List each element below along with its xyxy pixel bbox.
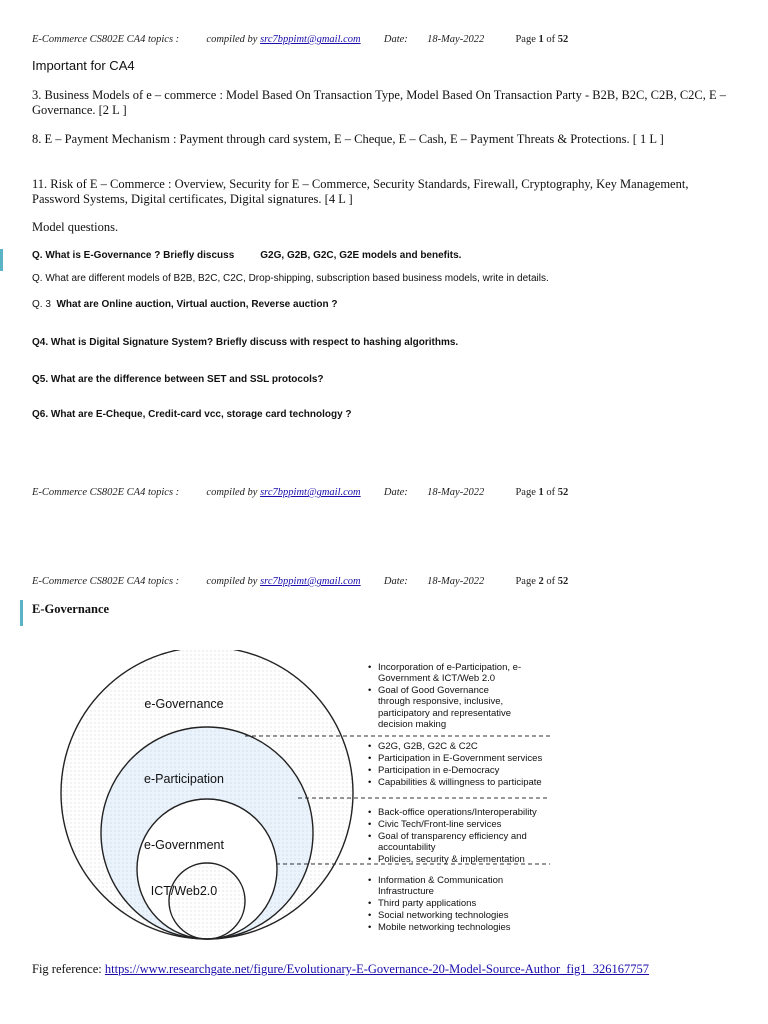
model-questions-label: Model questions. (32, 220, 119, 234)
header-compiled-label: compiled by (206, 34, 258, 45)
svg-text:through responsive, inclusive,: through responsive, inclusive, (378, 696, 504, 707)
svg-text:•: • (368, 777, 372, 788)
svg-text:Goal of transparency efficienc: Goal of transparency efficiency and (378, 831, 527, 842)
group-governance (368, 662, 521, 730)
svg-text:Participation in e-Democracy: Participation in e-Democracy (378, 765, 500, 776)
question-5: Q5. What are the difference between SET and SSL protocols? (32, 374, 324, 385)
question-2: Q. What are different models of B2B, B2C, C2C, Drop-shipping, subscription based business models, write in details. (32, 273, 549, 284)
svg-text:Goal of Good Governance: Goal of Good Governance (378, 685, 489, 696)
header-email-link[interactable]: src7bppimt@gmail.com (260, 34, 361, 45)
page-title: Important for CA4 (32, 58, 135, 73)
svg-text:•: • (368, 753, 372, 764)
label-ict-web: ICT/Web2.0 (150, 884, 218, 898)
svg-text:Back-office operations/Interop: Back-office operations/Interoperability (378, 807, 537, 818)
svg-text:Policies, security & implement: Policies, security & implementation (378, 854, 525, 865)
circle-ict-web (169, 863, 245, 939)
svg-text:Social networking technologies: Social networking technologies (378, 910, 509, 921)
figure-reference-link[interactable]: https://www.researchgate.net/figure/Evolutionary-E-Governance-20-Model-Source-Author_fig1_326167757 (104, 962, 650, 976)
group-government (368, 807, 537, 865)
svg-text:Civic Tech/Front-line services: Civic Tech/Front-line services (378, 819, 502, 830)
svg-text:•: • (368, 854, 372, 865)
svg-text:Third party applications: Third party applications (378, 898, 477, 909)
svg-text:•: • (368, 898, 372, 909)
svg-text:•: • (368, 807, 372, 818)
topic-item: 11. Risk of E – Commerce : Overview, Security for E – Commerce, Security Standards, Firewall, Cryptography, Key Management, Password Systems, Digital certificates, Digital signatures. [4 L ] (32, 177, 689, 206)
svg-text:Participation in E-Government: Participation in E-Government services (378, 753, 543, 764)
question-6: Q6. What are E-Cheque, Credit-card vcc, storage card technology ? (32, 409, 352, 420)
page-header (32, 34, 752, 45)
topic-item: 8. E – Payment Mechanism : Payment through card system, E – Cheque, E – Cash, E – Payment Threats & Protections. [ 1 L ] (32, 132, 664, 146)
svg-text:Information & Communication: Information & Communication (378, 875, 504, 886)
svg-text:Government & ICT/Web 2.0: Government & ICT/Web 2.0 (378, 673, 496, 684)
e-governance-figure (30, 650, 570, 940)
svg-text:Mobile networking technologies: Mobile networking technologies (378, 922, 511, 933)
header-email-link[interactable]: src7bppimt@gmail.com (260, 576, 361, 587)
header-date: 18-May-2022 (427, 34, 485, 45)
header-page-number: Page 1 of 52 (515, 34, 569, 45)
svg-text:•: • (368, 741, 372, 752)
page-footer: E-Commerce CS802E CA4 topics : compiled by src7bppimt@gmail.com Date: 18-May-2022 Page 1 of 52 (32, 487, 569, 498)
label-e-participation: e-Participation (144, 772, 224, 786)
svg-text:•: • (368, 685, 372, 696)
svg-text:Incorporation of e-Participati: Incorporation of e-Participation, e- (378, 662, 522, 673)
question-3: Q. 3 What are Online auction, Virtual auction, Reverse auction ? (32, 299, 338, 310)
svg-text:decision making: decision making (378, 719, 447, 730)
accent-bar (0, 249, 3, 271)
svg-text:•: • (368, 875, 372, 886)
figure-reference (32, 962, 649, 977)
svg-text:•: • (368, 910, 372, 921)
svg-text:accountability: accountability (378, 842, 436, 853)
header-course: E-Commerce CS802E CA4 topics : (32, 34, 180, 45)
page-header: E-Commerce CS802E CA4 topics : compiled by src7bppimt@gmail.com Date: 18-May-2022 Page 2 of 52 (32, 576, 569, 587)
svg-text:Infrastructure: Infrastructure (378, 886, 434, 897)
question-1: Q. What is E-Governance ? Briefly discuss G2G, G2B, G2C, G2E models and benefits. (32, 250, 462, 261)
footer-email-link[interactable]: src7bppimt@gmail.com (260, 487, 361, 498)
question-4: Q4. What is Digital Signature System? Briefly discuss with respect to hashing algorithms. (32, 337, 459, 348)
label-e-government: e-Government (144, 838, 224, 852)
svg-text:•: • (368, 831, 372, 842)
group-participation (368, 741, 542, 788)
svg-text:participatory and representati: participatory and representative (378, 708, 512, 719)
section-title: E-Governance (32, 602, 110, 616)
svg-text:•: • (368, 765, 372, 776)
svg-text:•: • (368, 662, 372, 673)
svg-text:Capabilities & willingness to: Capabilities & willingness to participate (378, 777, 542, 788)
accent-bar (20, 600, 23, 626)
header-date-label: Date: (383, 34, 408, 45)
svg-text:G2G, G2B, G2C & C2C: G2G, G2B, G2C & C2C (378, 741, 478, 752)
topic-item: 3. Business Models of e – commerce : Model Based On Transaction Type, Model Based On Transaction Party - B2B, B2C, C2B, C2C, E – Governance. [2 L ] (32, 88, 727, 117)
svg-text:•: • (368, 819, 372, 830)
svg-text:•: • (368, 922, 372, 933)
figure-reference-label: Fig reference: (32, 962, 102, 976)
label-e-governance: e-Governance (144, 697, 224, 711)
group-ict (368, 875, 511, 933)
